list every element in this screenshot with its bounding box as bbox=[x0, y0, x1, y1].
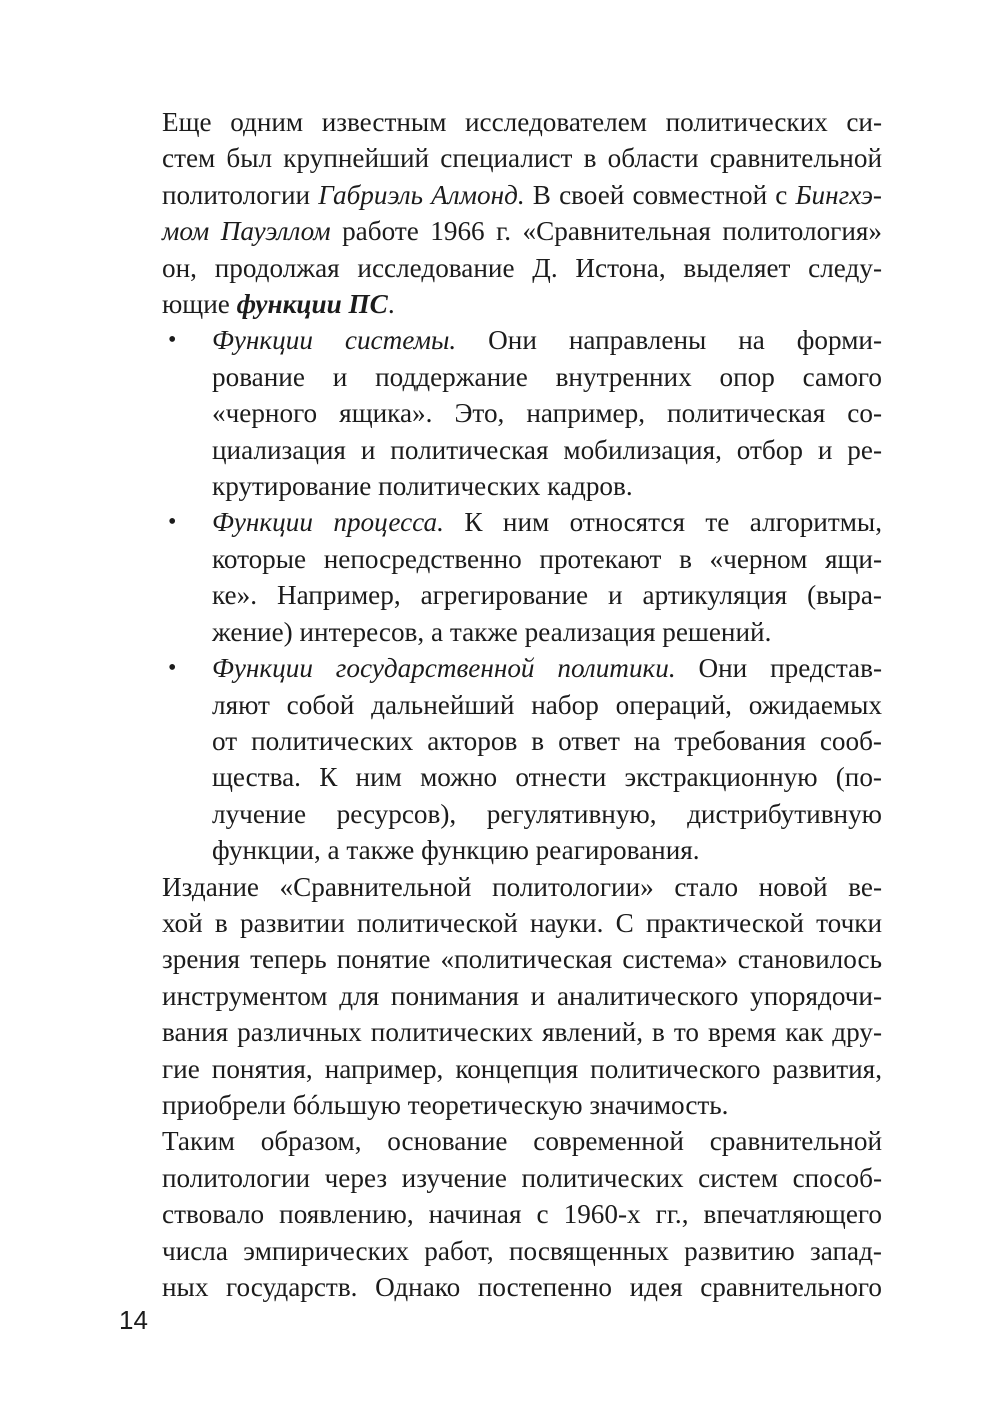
text-line bbox=[118, 286, 882, 322]
paragraph-almond-intro bbox=[118, 104, 882, 322]
text-line: «черного ящика». Это, например, политическая со- bbox=[212, 398, 882, 429]
text-line: политологии через изучение политических систем способ- bbox=[162, 1162, 882, 1193]
author-name-bingham: Бингхэ- bbox=[795, 179, 882, 210]
text-run: ющие bbox=[162, 289, 237, 320]
text-line: щества. К ним можно отнести экстракционную (по- bbox=[212, 762, 882, 793]
text-line: вания различных политических явлений, в то время как дру- bbox=[162, 1017, 882, 1048]
author-name-powell: мом Пауэллом bbox=[162, 216, 331, 247]
text-run: К ним относятся те алгоритмы, bbox=[443, 507, 883, 538]
text-line: ляют собой дальнейший набор операций, ожидаемых bbox=[212, 689, 882, 720]
list-item-text bbox=[212, 322, 882, 504]
text-run: работе 1966 г. «Сравнительная политология» bbox=[330, 216, 882, 247]
page-number: 14 bbox=[119, 1305, 148, 1335]
text-line: инструментом для понимания и аналитического упорядочи- bbox=[162, 980, 882, 1011]
list-item-text bbox=[212, 504, 882, 650]
text-line bbox=[118, 177, 882, 213]
page-body bbox=[118, 104, 882, 1305]
text-line: от политических акторов в ответ на требования сооб- bbox=[212, 725, 882, 756]
text-line bbox=[212, 322, 882, 358]
functions-list bbox=[118, 322, 882, 868]
text-line: рование и поддержание внутренних опор самого bbox=[212, 361, 882, 392]
list-item-system-functions bbox=[118, 322, 882, 504]
text-line: ных государств. Однако постепенно идея сравнительного bbox=[162, 1272, 882, 1302]
text-line: ке». Например, агрегирование и артикуляция (выра- bbox=[212, 580, 882, 611]
text-run: Они направлены на форми- bbox=[456, 325, 882, 356]
text-line: жение) интересов, а также реализация решений. bbox=[212, 616, 772, 647]
text-line: которые непосредственно протекают в «черном ящи- bbox=[212, 543, 882, 574]
text-run: . bbox=[387, 289, 395, 320]
bullet-icon: • bbox=[168, 655, 177, 682]
text-line: числа эмпирических работ, посвященных развитию запад- bbox=[162, 1235, 882, 1266]
list-item-text bbox=[212, 650, 882, 868]
text-line bbox=[212, 504, 882, 540]
text-line bbox=[118, 213, 882, 249]
list-item-title: Функции государственной политики. bbox=[212, 653, 676, 684]
text-line: приобрели бóльшую теоретическую значимость. bbox=[162, 1089, 729, 1120]
text-run: политологии bbox=[162, 179, 319, 210]
text-line: лучение ресурсов), регулятивную, дистрибутивную bbox=[212, 798, 882, 829]
text-line bbox=[212, 650, 882, 686]
list-item-title: Функции системы. bbox=[212, 325, 457, 356]
author-name-almond: Габриэль Алмонд. bbox=[318, 179, 525, 210]
paragraph-comparative-politics-edition bbox=[118, 869, 882, 1124]
text-line: Таким образом, основание современной сравнительной bbox=[162, 1126, 882, 1157]
bullet-icon: • bbox=[168, 509, 177, 536]
list-item-process-functions bbox=[118, 504, 882, 650]
text-line: Издание «Сравнительной политологии» стало новой ве- bbox=[162, 871, 882, 902]
text-line: стем был крупнейший специалист в области сравнительной bbox=[162, 143, 882, 174]
text-run: В своей совместной с bbox=[524, 179, 796, 210]
paragraph-conclusion bbox=[118, 1123, 882, 1305]
text-line: он, продолжая исследование Д. Истона, выделяет следу- bbox=[162, 252, 882, 283]
text-line: зрения теперь понятие «политическая система» становилось bbox=[162, 944, 882, 975]
text-line: крутирование политических кадров. bbox=[212, 471, 633, 502]
text-line: Еще одним известным исследователем политических си- bbox=[162, 107, 882, 137]
term-ps-functions: функции ПС bbox=[236, 289, 388, 320]
text-line: гие понятия, например, концепция политического развития, bbox=[162, 1053, 882, 1084]
list-item-title: Функции процесса. bbox=[212, 507, 444, 538]
text-line: хой в развитии политической науки. С практической точки bbox=[162, 907, 882, 938]
bullet-icon: • bbox=[168, 327, 177, 354]
text-run: Они представ- bbox=[675, 653, 882, 684]
text-line: циализация и политическая мобилизация, отбор и ре- bbox=[212, 434, 882, 465]
text-line: ствовало появлению, начиная с 1960-х гг., впечатляющего bbox=[162, 1199, 882, 1230]
text-line: функции, а также функцию реагирования. bbox=[212, 835, 700, 866]
list-item-policy-functions bbox=[118, 650, 882, 868]
